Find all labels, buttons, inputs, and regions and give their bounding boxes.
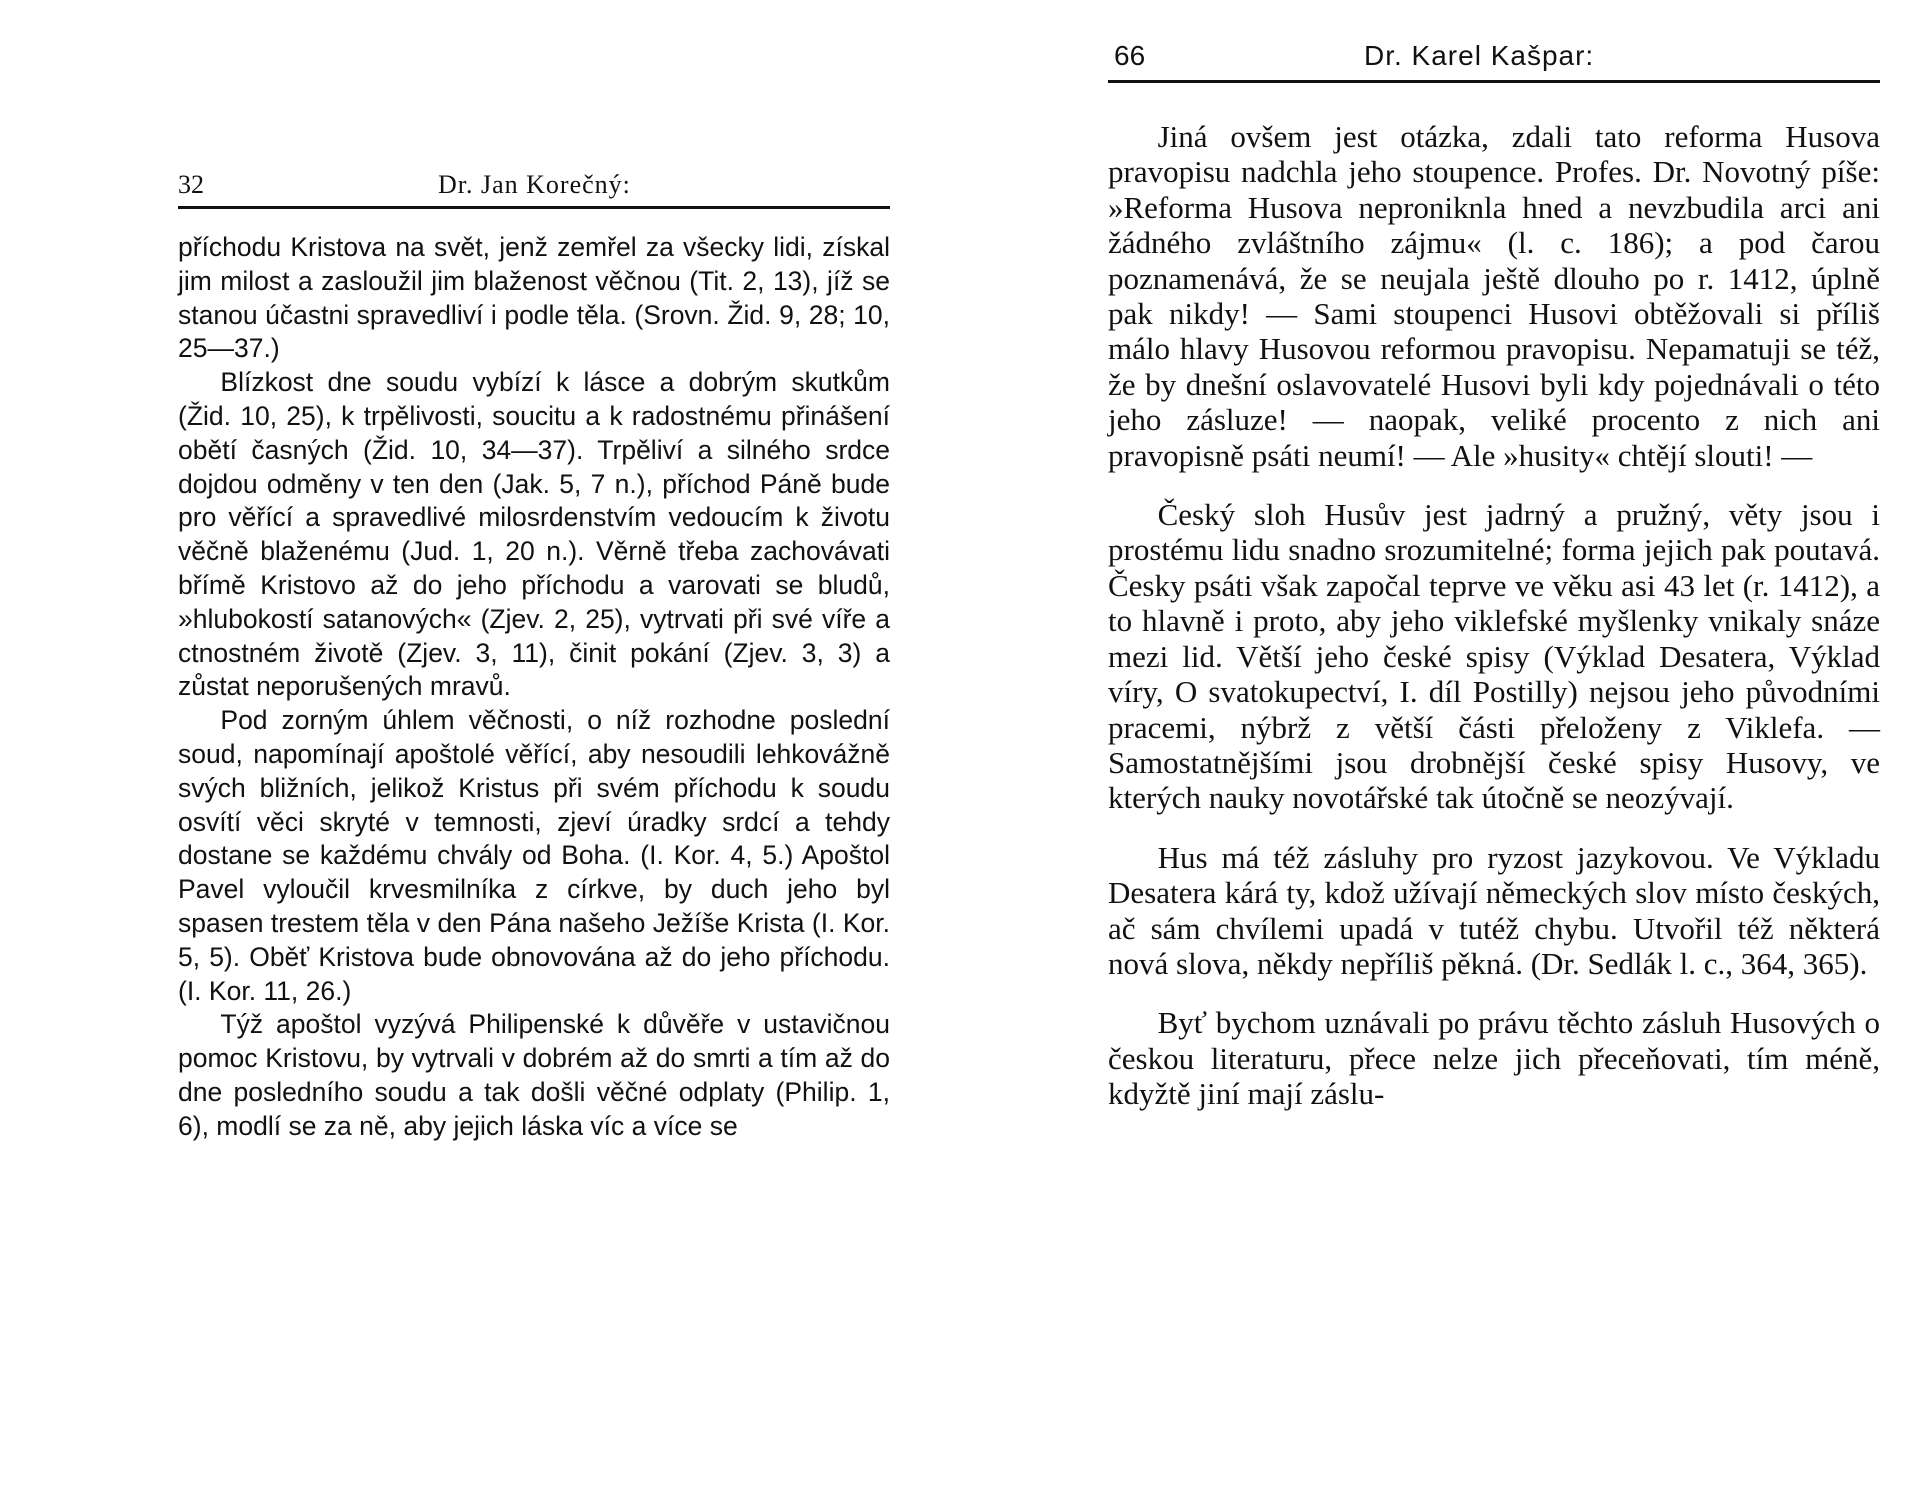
right-paragraph-3: Hus má též zásluhy pro ryzost jazykovou. Ve Výkladu Desatera kárá ty, kdož užívají německých slov místo českých, ač sám chvílemi upadá v tutéž chybu. Utvořil též některá nová slova, někdy nepříliš pěkná. (Dr. Sedlák l. c., 364, 365). [1108, 839, 1880, 981]
right-page-number: 66 [1114, 40, 1146, 71]
left-paragraph-3: Pod zorným úhlem věčnosti, o níž rozhodne poslední soud, napomínají apoštolé věřící, aby nesoudili lehkovážně svých bližních, jelikož Kristus při svém příchodu k soudu osvítí věci skryté v temnosti, zjeví úradky srdcí a tehdy dostane se každému chvály od Boha. (I. Kor. 4, 5.) Apoštol Pavel vyloučil krvesmilníka z církve, by duch jeho byl spasen trestem těla v den Pána našeho Ježíše Krista (I. Kor. 5, 5). Oběť Kristova bude obnovována až do jeho příchodu. (I. Kor. 11, 26.) [178, 705, 890, 1006]
left-page-number: 32 [178, 170, 204, 199]
right-running-head: Dr. Karel Kašpar: [1364, 40, 1595, 71]
left-header-rule [178, 206, 890, 209]
right-page-body [1108, 119, 1880, 1112]
left-page-header [178, 170, 890, 206]
right-paragraph-1: Jiná ovšem jest otázka, zdali tato reforma Husova pravopisu nadchla jeho stoupence. Profes. Dr. Novotný píše: »Reforma Husova neproniknla hned a nevzbudila arci ani žádného zvláštního zájmu« (l. c. 186); a pod čarou poznamenává, že se neujala ještě dlouho po r. 1412, úplně pak nikdy! — Sami stoupenci Husovi obtěžovali si příliš málo hlavy Husovou reformou pravopisu. Nepamatuji se též, že by dnešní oslavovatelé Husovi byli kdy pojednávali o této jeho zásluze! — naopak, veliké procento z nich ani pravopisně psáti neumí! — Ale »husity« chtějí slouti! — [1108, 119, 1880, 473]
right-paragraph-2: Český sloh Husův jest jadrný a pružný, věty jsou i prostému lidu snadno srozumitelné; forma jejich pak poutavá. Česky psáti však započal teprve ve věku asi 43 let (r. 1412), a to hlavně i proto, aby jeho viklefské myšlenky vnikaly snáze mezi lid. Větší jeho české spisy (Výklad Desatera, Výklad víry, O svatokupectví, I. díl Postilly) nejsou jeho původními pracemi, nýbrž z větší části přeloženy z Viklefa. — Samostatnějšími jsou drobnější české spisy Husovy, ve kterých nauky novotářské tak útočně se neozývají. [1108, 497, 1880, 816]
left-running-head: Dr. Jan Korečný: [438, 170, 631, 199]
right-paragraph-4: Byť bychom uznávali po právu těchto zásluh Husových o českou literaturu, přece nelze jich přeceňovati, tím méně, kdyžtě jiní mají záslu- [1108, 1005, 1880, 1112]
left-paragraph-1: příchodu Kristova na svět, jenž zemřel za všecky lidi, získal jim milost a zasloužil jim blaženost věčnou (Tit. 2, 13), jíž se stanou účastni spravedliví i podle těla. (Srovn. Žid. 9, 28; 10, 25—37.) [178, 232, 890, 364]
left-page [178, 170, 890, 1144]
right-header-rule [1108, 80, 1880, 83]
right-page [1108, 40, 1880, 1112]
left-page-body [178, 231, 890, 1144]
right-page-header [1108, 40, 1880, 80]
left-paragraph-4: Týž apoštol vyzývá Philipenské k důvěře v ustavičnou pomoc Kristovu, by vytrvali v dobrém až do smrti a tím až do dne posledního soudu a tak došli věčné odplaty (Philip. 1, 6), modlí se za ně, aby jejich láska víc a více se [178, 1009, 890, 1141]
left-paragraph-2: Blízkost dne soudu vybízí k lásce a dobrým skutkům (Žid. 10, 25), k trpělivosti, soucitu a k radostnému přinášení obětí časných (Žid. 10, 34—37). Trpěliví a silného srdce dojdou odměny v ten den (Jak. 5, 7 n.), příchod Páně bude pro věřící a spravedlivé milosrdenstvím vedoucím k životu věčně blaženému (Jud. 1, 20 n.). Věrně třeba zachovávati břímě Kristovo až do jeho příchodu a varovati se bludů, »hlubokostí satanových« (Zjev. 2, 25), vytrvati při své víře a ctnostném životě (Zjev. 3, 11), činit pokání (Zjev. 3, 3) a zůstat neporušených mravů. [178, 367, 890, 702]
